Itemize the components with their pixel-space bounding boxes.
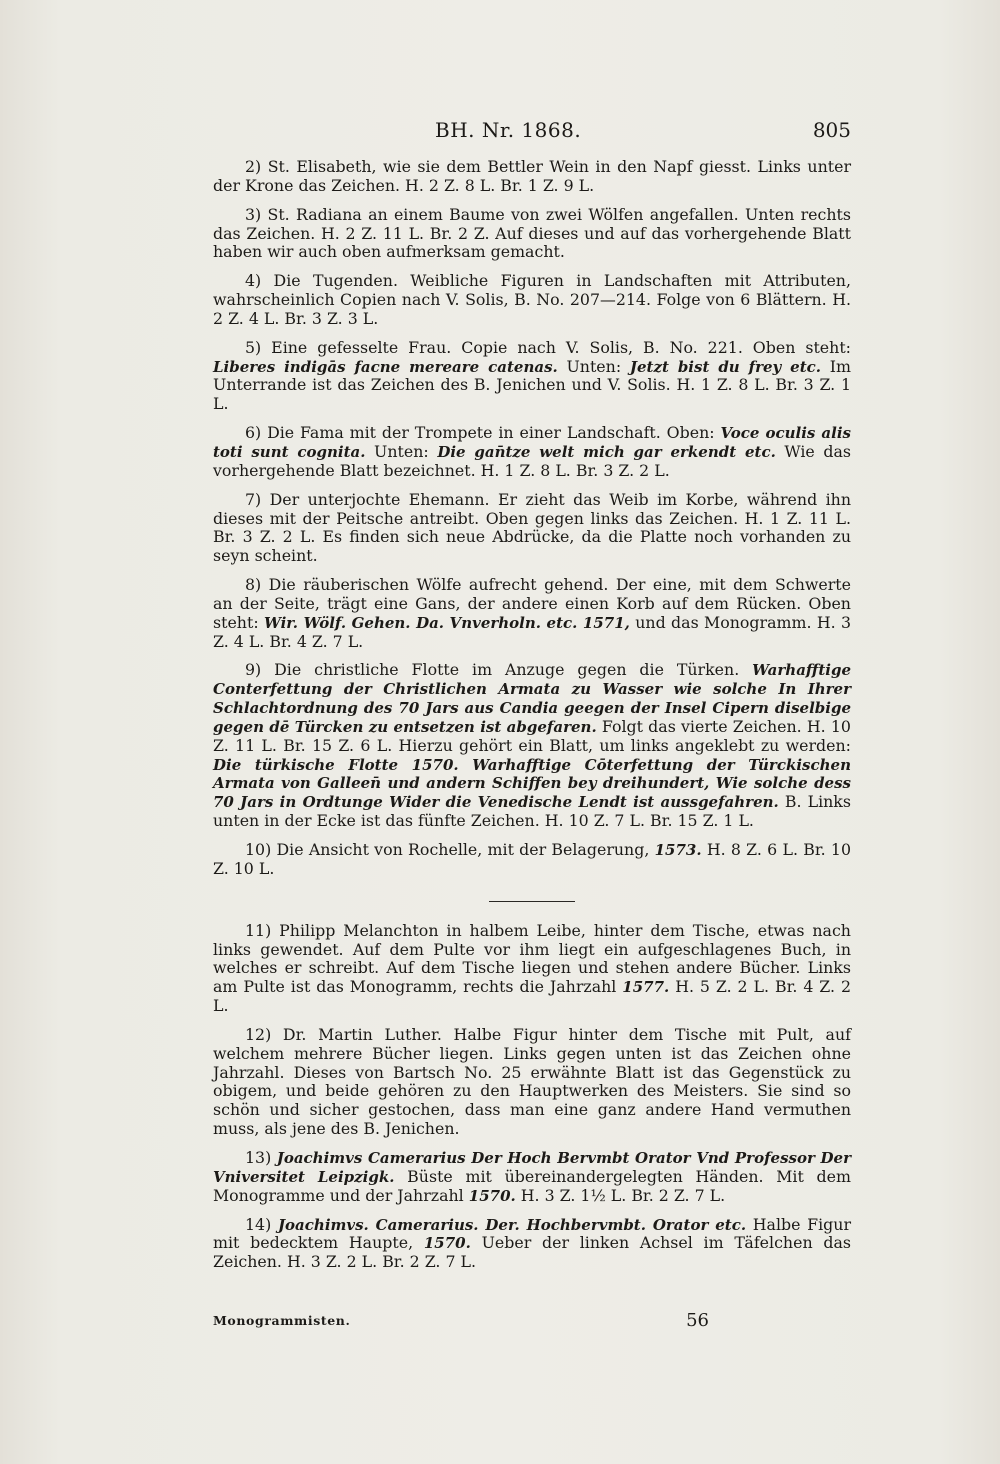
italic-quote: Joachimvs Camerarius Der Hoch Bervmbt Orator Vnd Professor Der Vniversitet Leipzigk.	[213, 1148, 851, 1186]
entry-2	[213, 158, 851, 196]
entry-text: 3) St. Radiana an einem Baume von zwei Wölfen angefallen. Unten rechts das Zeichen. H. 2 Z. 11 L. Br. 2 Z. Auf dieses und auf das vorhergehende Blatt haben wir auch oben aufmerksam gemacht.	[213, 204, 851, 262]
entry-text: Wie das vorhergehende Blatt bezeichnet. H. 1 Z. 8 L. Br. 3 Z. 2 L.	[213, 441, 851, 480]
italic-quote: 1577.	[622, 978, 670, 997]
entry-3	[213, 206, 851, 263]
entry-text: Halbe Figur mit bedecktem Haupte,	[213, 1214, 851, 1253]
italic-quote: Warhafftige Conterfettung der Christlichen Armata zu Wasser wie solche In Ihrer Schlachtordnung des 70 Jars aus Candia geegen der Insel Cipern diselbige gegen dē Türcken zu entsetzen ist abgefaren.	[213, 661, 851, 736]
entry-text: Unten:	[365, 441, 438, 461]
entry-text: 6) Die Fama mit der Trompete in einer Landschaft. Oben:	[245, 423, 721, 443]
entry-text: 9) Die christliche Flotte im Anzuge gegen die Türken.	[245, 660, 753, 680]
entry-7	[213, 491, 851, 566]
italic-quote: 1573.	[654, 841, 702, 859]
entry-text: Unten:	[557, 356, 630, 376]
entry-text: H. 5 Z. 2 L. Br. 4 Z. 2 L.	[213, 977, 852, 1016]
sheet-number: 56	[686, 1310, 709, 1331]
entry-text: Büste mit übereinandergelegten Händen. Mit dem Monogramme und der Jahrzahl	[213, 1166, 851, 1205]
italic-quote: Die türkische Flotte 1570. Warhafftige Cōterfettung der Türckischen Armata von Galleen̄ und andern Schiffen bey dreihundert, Wie solche dess 70 Jars in Ordtunge Wider die Venedische Lendt ist aussgefahren.	[213, 755, 851, 812]
entry-text: 12) Dr. Martin Luther. Halbe Figur hinter dem Tische mit Pult, auf welchem mehrere Bücher liegen. Links gegen unten ist das Zeichen ohne Jahrzahl. Dieses von Bartsch No. 25 erwähnte Blatt ist das Gegenstück zu obigem, und beide gehören zu den Hauptwerken des Meisters. Sie sind so schön und sicher gestochen, dass man eine ganz andere Hand vermuthen muss, als jene des B. Jenichen.	[213, 1024, 851, 1139]
entry-text: 11) Philipp Melanchton in halbem Leibe, hinter dem Tische, etwas nach links gewendet. Auf dem Pulte vor ihm liegt ein aufgeschlagenes Buch, in welches er schreibt. Auf dem Tische liegen und stehen andere Bücher. Links am Pulte ist das Monogramm, rechts die Jahrzahl	[213, 920, 851, 997]
section-divider	[489, 901, 575, 902]
italic-quote: Liberes indigās facne mereare catenas.	[213, 357, 558, 376]
italic-quote: Die gan̄tze welt mich gar erkendt etc.	[437, 442, 776, 461]
entry-text: 5) Eine gefesselte Frau. Copie nach V. Solis, B. No. 221. Oben steht:	[245, 337, 851, 357]
entry-9	[213, 661, 851, 831]
entry-6	[213, 424, 851, 481]
page-header	[213, 118, 851, 144]
entry-4	[213, 272, 851, 329]
italic-quote: 1570.	[423, 1234, 471, 1253]
body-text	[213, 158, 851, 1282]
entry-11	[213, 922, 851, 1016]
entry-text: 14)	[245, 1214, 278, 1234]
running-head: BH. Nr. 1868.	[435, 118, 582, 142]
italic-quote: Voce oculis alis toti sunt cognita.	[213, 424, 851, 461]
entry-text: und das Monogramm. H. 3 Z. 4 L. Br. 4 Z. 7 L.	[213, 612, 852, 651]
entry-13	[213, 1149, 851, 1206]
entry-text: 10) Die Ansicht von Rochelle, mit der Belagerung,	[245, 840, 655, 859]
entry-12	[213, 1026, 851, 1139]
entry-text: Im Unterrande ist das Zeichen des B. Jenichen und V. Solis. H. 1 Z. 8 L. Br. 3 Z. 1 L.	[213, 356, 851, 414]
entry-text: H. 8 Z. 6 L. Br. 10 Z. 10 L.	[213, 840, 852, 878]
entry-text: 13)	[245, 1147, 277, 1167]
entry-5	[213, 339, 851, 414]
italic-quote: Wir. Wölf. Gehen. Da. Vnverholn. etc. 1571,	[264, 613, 630, 632]
italic-quote: Joachimvs. Camerarius. Der. Hochbervmbt. Orator etc.	[277, 1215, 747, 1234]
signature-mark: Monogrammisten.	[213, 1313, 351, 1328]
page-number: 805	[812, 118, 851, 142]
entry-text: 8) Die räuberischen Wölfe aufrecht gehend. Der eine, mit dem Schwerte an der Seite, trägt eine Gans, der andere einen Korb auf dem Rücken. Oben steht:	[213, 575, 851, 632]
italic-quote: Jetzt bist du frey etc.	[629, 357, 822, 376]
entry-14	[213, 1216, 851, 1273]
entry-text: 4) Die Tugenden. Weibliche Figuren in Landschaften mit Attributen, wahrscheinlich Copien nach V. Solis, B. No. 207—214. Folge von 6 Blättern. H. 2 Z. 4 L. Br. 3 Z. 3 L.	[213, 271, 851, 328]
entry-10	[213, 841, 851, 879]
entry-text: Folgt das vierte Zeichen. H. 10 Z. 11 L. Br. 15 Z. 6 L. Hierzu gehört ein Blatt, um links angeklebt zu werden:	[213, 716, 851, 755]
entry-text: 7) Der unterjochte Ehemann. Er zieht das Weib im Korbe, während ihn dieses mit der Peitsche antreibt. Oben gegen links das Zeichen. H. 1 Z. 11 L. Br. 3 Z. 2 L. Es finden sich neue Abdrücke, da die Platte noch vorhanden zu seyn scheint.	[213, 489, 851, 566]
entry-text: Ueber der linken Achsel im Täfelchen das Zeichen. H. 3 Z. 2 L. Br. 2 Z. 7 L.	[213, 1233, 851, 1272]
entry-text: 2) St. Elisabeth, wie sie dem Bettler Wein in den Napf giesst. Links unter der Krone das Zeichen. H. 2 Z. 8 L. Br. 1 Z. 9 L.	[213, 157, 851, 195]
entry-8	[213, 576, 851, 651]
page-footer	[213, 1310, 709, 1334]
entry-text: B. Links unten in der Ecke ist das fünfte Zeichen. H. 10 Z. 7 L. Br. 15 Z. 1 L.	[213, 792, 851, 831]
italic-quote: 1570.	[468, 1186, 516, 1205]
entry-text: H. 3 Z. 1½ L. Br. 2 Z. 7 L.	[515, 1185, 726, 1205]
